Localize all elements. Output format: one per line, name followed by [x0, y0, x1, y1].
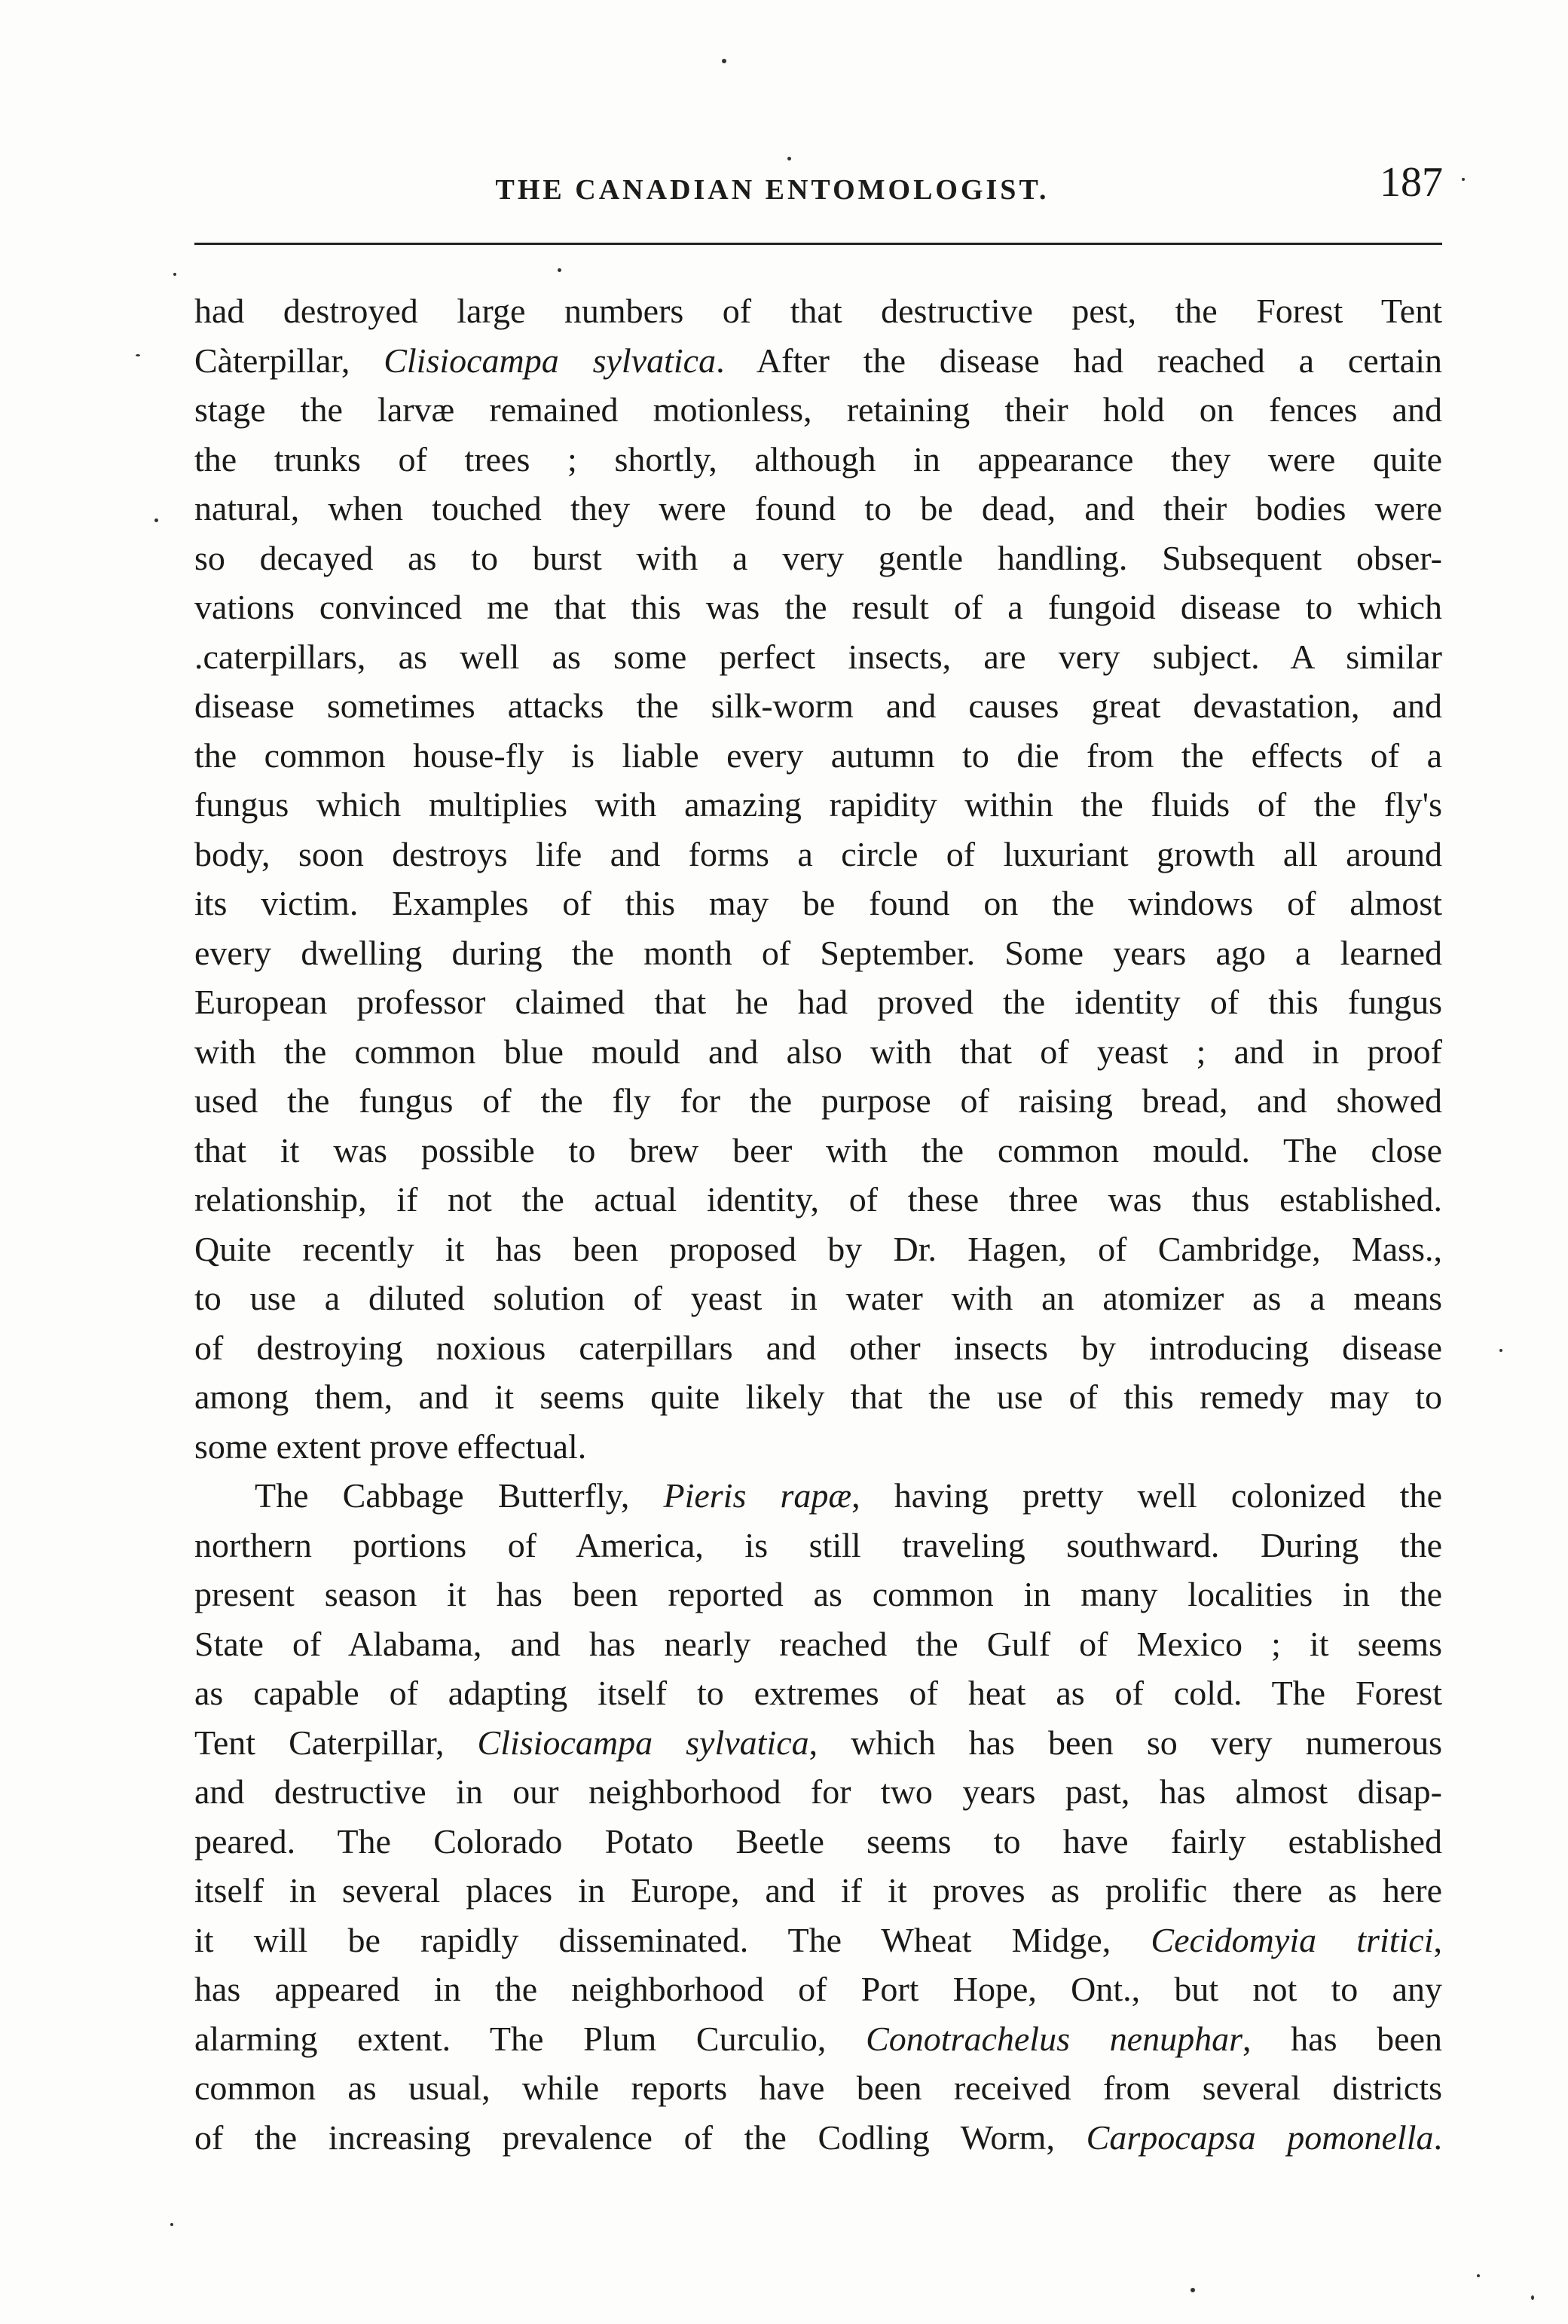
running-title: THE CANADIAN ENTOMOLOGIST.	[495, 174, 1050, 206]
text-line: some extent prove effectual.	[194, 1427, 587, 1466]
text-line: State of Alabama, and has nearly reached the Gulf of Mexico ; it seems	[194, 1624, 1442, 1663]
text-line: Tent Caterpillar, Clisiocampa sylvatica, which has been so very numerous	[194, 1723, 1443, 1762]
scan-speck	[173, 273, 176, 276]
text-line: the trunks of trees ; shortly, although in appearance they were quite	[194, 439, 1442, 479]
text-line: every dwelling during the month of September. Some years ago a learned	[194, 933, 1442, 972]
text-line: of the increasing prevalence of the Codling Worm, Carpocapsa pomonella.	[194, 2118, 1442, 2157]
text-line: and destructive in our neighborhood for two years past, has almost disap-	[194, 1772, 1442, 1811]
scan-speck	[787, 157, 791, 161]
text-line: northern portions of America, is still traveling southward. During the	[194, 1525, 1442, 1564]
text-line: that it was possible to brew beer with the common mould. The close	[194, 1130, 1442, 1170]
text-line: vations convinced me that this was the result of a fungoid disease to which	[194, 588, 1442, 626]
text-line: .caterpillars, as well as some perfect insects, are very subject. A similar	[194, 637, 1442, 676]
scan-speck	[1191, 2288, 1195, 2292]
text-line: so decayed as to burst with a very gentle handling. Subsequent obser-	[194, 538, 1442, 577]
text-line: with the common blue mould and also with that of yeast ; and in proof	[194, 1032, 1442, 1071]
text-line: itself in several places in Europe, and if it proves as prolific there as here	[194, 1871, 1442, 1910]
text-line: stage the larvæ remained motionless, retaining their hold on fences and	[194, 390, 1442, 429]
scan-speck	[136, 354, 140, 356]
species-name: Cecidomyia tritici	[1151, 1920, 1434, 1959]
text-line: peared. The Colorado Potato Beetle seems to have fairly established	[194, 1821, 1442, 1861]
species-name: Conotrachelus nenuphar	[866, 2019, 1242, 2058]
text-line: European professor claimed that he had proved the identity of this fungus	[194, 983, 1442, 1021]
scan-speck	[170, 2223, 173, 2226]
scan-speck	[1462, 178, 1465, 181]
text-line: alarming extent. The Plum Curculio, Conotrachelus nenuphar, has been	[194, 2019, 1442, 2058]
text-line: its victim. Examples of this may be found on the windows of almost	[194, 884, 1442, 922]
paragraph-2	[194, 1471, 1442, 2162]
text-line: natural, when touched they were found to be dead, and their bodies were	[194, 489, 1442, 527]
scan-speck	[558, 268, 561, 272]
text-line: common as usual, while reports have been received from several districts	[194, 2069, 1442, 2107]
text-line: to use a diluted solution of yeast in water with an atomizer as a means	[194, 1279, 1442, 1317]
header-rule	[194, 243, 1442, 245]
text-line: used the fungus of the fly for the purpose of raising bread, and showed	[194, 1081, 1442, 1120]
text-line: among them, and it seems quite likely that the use of this remedy may to	[194, 1378, 1442, 1416]
text-line: it will be rapidly disseminated. The Wheat Midge, Cecidomyia tritici,	[194, 1920, 1442, 1959]
text-line: Càterpillar, Clisiocampa sylvatica. After the disease had reached a certain	[194, 341, 1443, 380]
page-number: 187	[1380, 159, 1443, 206]
text-line: relationship, if not the actual identity, of these three was thus established.	[194, 1180, 1442, 1219]
body-text	[194, 286, 1442, 2162]
scan-speck	[154, 518, 158, 522]
text-line: the common house-fly is liable every autumn to die from the effects of a	[194, 735, 1442, 775]
text-line: fungus which multiplies with amazing rapidity within the fluids of the fly's	[194, 785, 1442, 824]
species-name: Pieris rapæ	[663, 1476, 852, 1515]
scan-speck	[1477, 2274, 1480, 2277]
species-name: Carpocapsa pomonella	[1086, 2118, 1434, 2157]
scan-speck	[1531, 2295, 1534, 2300]
text-line: of destroying noxious caterpillars and other insects by introducing disease	[194, 1328, 1442, 1367]
text-line: had destroyed large numbers of that destructive pest, the Forest Tent	[194, 292, 1442, 330]
text-line: The Cabbage Butterfly, Pieris rapæ, having pretty well colonized the	[255, 1476, 1442, 1515]
text-line: as capable of adapting itself to extremes of heat as of cold. The Forest	[194, 1674, 1442, 1712]
species-name: Clisiocampa sylvatica	[384, 341, 717, 380]
paragraph-1	[194, 286, 1442, 1471]
text-line: disease sometimes attacks the silk-worm and causes great devastation, and	[194, 686, 1442, 725]
page-header	[192, 158, 1443, 219]
scan-speck	[722, 59, 726, 63]
text-line: body, soon destroys life and forms a circle of luxuriant growth all around	[194, 834, 1442, 873]
scan-speck	[1499, 1349, 1502, 1352]
text-line: present season it has been reported as common in many localities in the	[194, 1575, 1442, 1613]
text-line: has appeared in the neighborhood of Port Hope, Ont., but not to any	[194, 1970, 1442, 2008]
species-name: Clisiocampa sylvatica	[477, 1723, 809, 1762]
text-line: Quite recently it has been proposed by Dr. Hagen, of Cambridge, Mass.,	[194, 1229, 1442, 1268]
